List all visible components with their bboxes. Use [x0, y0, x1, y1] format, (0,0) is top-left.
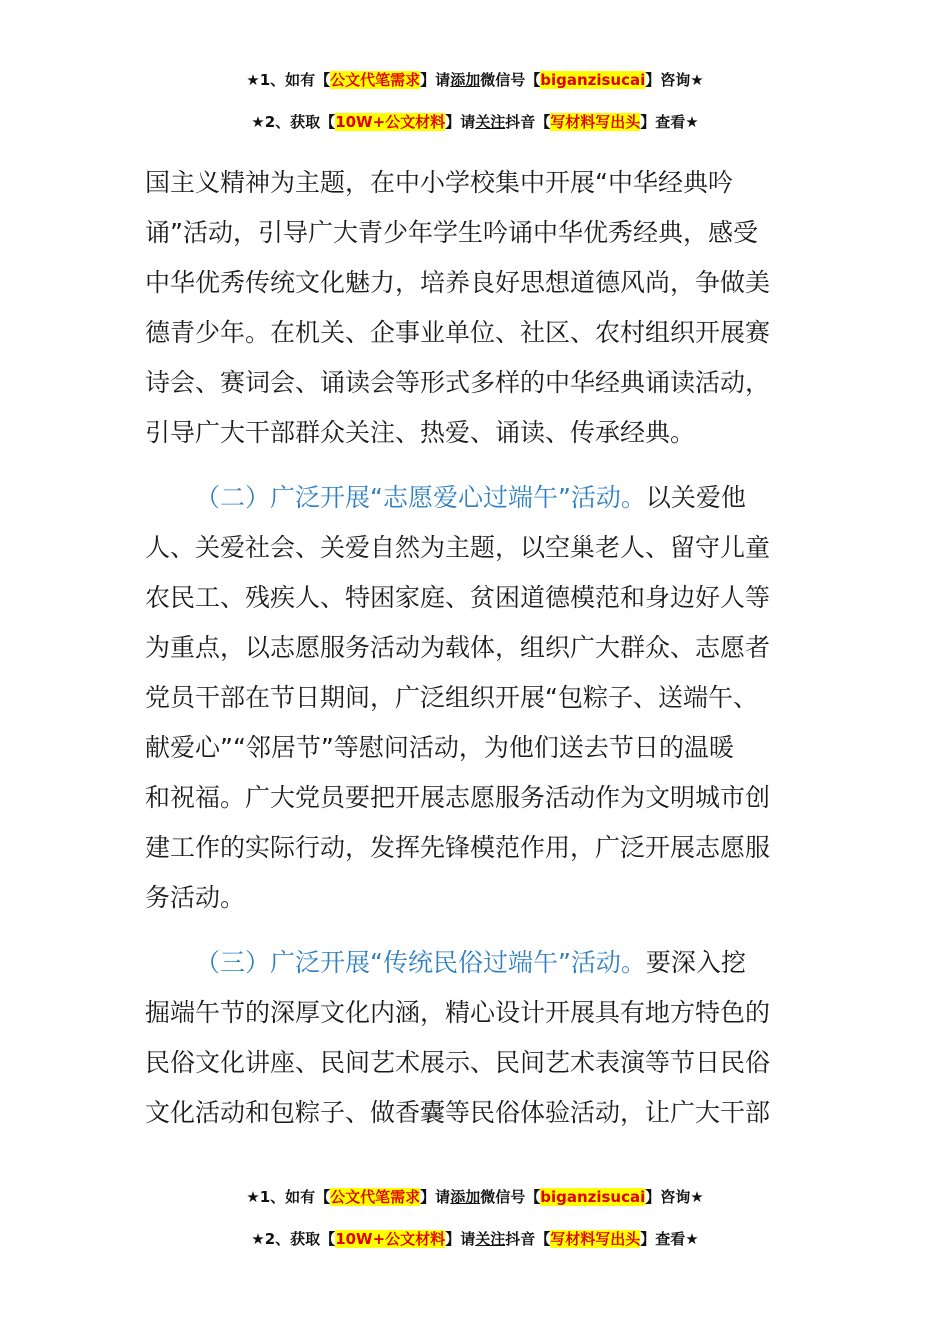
banner-line-1 [0, 68, 950, 92]
paragraph-2 [145, 473, 807, 923]
text-line [145, 473, 807, 523]
banner-highlight-service: 公文代笔需求 [330, 71, 421, 89]
text-line: 为重点，以志愿服务活动为载体，组织广大群众、志愿者 [145, 633, 771, 662]
paragraph-1 [145, 158, 807, 458]
text-line: 献爱心”“邻居节”等慰问活动，为他们送去节日的温暖 [145, 733, 734, 762]
text-line: 诗会、赛词会、诵读会等形式多样的中华经典诵读活动， [145, 368, 771, 397]
text-line [145, 938, 807, 988]
text-line: 国主义精神为主题，在中小学校集中开展“中华经典吟 [145, 168, 733, 197]
banner-line2-emph: 关注 [475, 113, 506, 131]
banner-line1-prefix: ★1、如有【 [246, 71, 331, 89]
banner-highlight-materials: 10W+公文材料 [335, 1230, 446, 1248]
header-banner [0, 68, 950, 134]
text-line: 人、关爱社会、关爱自然为主题，以空巢老人、留守儿童 [145, 533, 771, 562]
text-line: 农民工、残疾人、特困家庭、贫困道德模范和身边好人等 [145, 583, 771, 612]
banner-highlight-douyin: 写材料写出头 [550, 113, 641, 131]
text-line: 掘端午节的深厚文化内涵，精心设计开展具有地方特色的 [145, 998, 771, 1027]
text-line: 引导广大干部群众关注、热爱、诵读、传承经典。 [145, 418, 696, 447]
heading-continuation: 要深入挖 [645, 948, 746, 977]
banner-line2-emph: 关注 [475, 1230, 506, 1248]
text-line: 诵”活动，引导广大青少年学生吟诵中华优秀经典，感受 [145, 218, 758, 247]
banner-line2-mid2: 抖音【 [505, 1230, 551, 1248]
banner-line1-suffix: 】咨询★ [645, 1188, 704, 1206]
text-line: 德青少年。在机关、企事业单位、社区、农村组织开展赛 [145, 318, 771, 347]
banner-line1-prefix: ★1、如有【 [246, 1188, 331, 1206]
text-line: 中华优秀传统文化魅力，培养良好思想道德风尚，争做美 [145, 268, 771, 297]
banner-line-2 [0, 110, 950, 134]
banner-line2-suffix: 】查看★ [640, 1230, 699, 1248]
text-line: 建工作的实际行动，发挥先锋模范作用，广泛开展志愿服 [145, 833, 771, 862]
text-line: 党员干部在节日期间，广泛组织开展“包粽子、送端午、 [145, 683, 758, 712]
banner-line1-emph: 添加 [450, 71, 481, 89]
document-body [145, 158, 807, 1138]
banner-line2-mid: 】请 [445, 113, 476, 131]
banner-line-2 [0, 1227, 950, 1251]
banner-line1-mid2: 微信号【 [480, 71, 541, 89]
paragraph-3 [145, 938, 807, 1138]
banner-line1-mid2: 微信号【 [480, 1188, 541, 1206]
banner-highlight-wechat: biganzisucai [540, 71, 646, 89]
banner-line2-prefix: ★2、获取【 [251, 1230, 336, 1248]
footer-banner [0, 1185, 950, 1251]
banner-highlight-wechat: biganzisucai [540, 1188, 646, 1206]
banner-line1-suffix: 】咨询★ [645, 71, 704, 89]
banner-line2-mid: 】请 [445, 1230, 476, 1248]
section-heading-3: （三）广泛开展“传统民俗过端午”活动。 [195, 948, 646, 977]
banner-line1-mid: 】请 [420, 71, 451, 89]
heading-continuation: 以关爱他 [645, 483, 746, 512]
text-line: 民俗文化讲座、民间艺术展示、民间艺术表演等节日民俗 [145, 1048, 771, 1077]
banner-line2-suffix: 】查看★ [640, 113, 699, 131]
text-line: 文化活动和包粽子、做香囊等民俗体验活动，让广大干部 [145, 1098, 771, 1127]
section-heading-2: （二）广泛开展“志愿爱心过端午”活动。 [195, 483, 646, 512]
banner-line-1 [0, 1185, 950, 1209]
banner-highlight-materials: 10W+公文材料 [335, 113, 446, 131]
text-line: 务活动。 [145, 883, 246, 912]
banner-line2-mid2: 抖音【 [505, 113, 551, 131]
banner-highlight-douyin: 写材料写出头 [550, 1230, 641, 1248]
banner-line1-emph: 添加 [450, 1188, 481, 1206]
text-line: 和祝福。广大党员要把开展志愿服务活动作为文明城市创 [145, 783, 771, 812]
banner-line2-prefix: ★2、获取【 [251, 113, 336, 131]
banner-line1-mid: 】请 [420, 1188, 451, 1206]
banner-highlight-service: 公文代笔需求 [330, 1188, 421, 1206]
